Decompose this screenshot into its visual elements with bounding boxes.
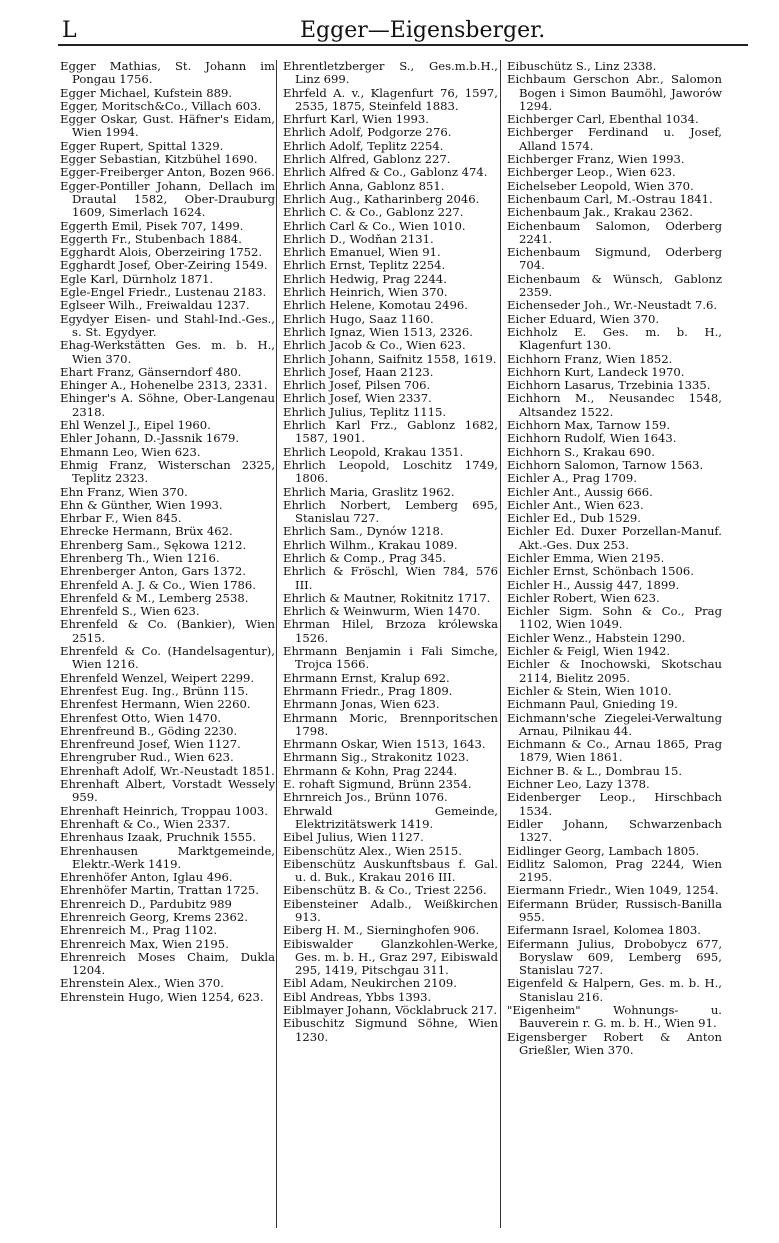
directory-entry: Egger-Freiberger Anton, Bozen 966. — [60, 165, 275, 180]
directory-entry: Ehrlich & Mautner, Rokitnitz 1717. — [283, 590, 491, 605]
directory-entry: Eichenbaum Sigmund, Oderberg 704. — [507, 245, 722, 273]
directory-entry: Ehrlich Maria, Graslitz 1962. — [283, 484, 455, 499]
directory-entry: Ehrlich Jacob & Co., Wien 623. — [283, 338, 466, 353]
directory-entry: Egle Karl, Dürnholz 1871. — [60, 271, 214, 286]
directory-entry: Ehrenhaft Albert, Vorstadt Wessely 959. — [60, 777, 275, 805]
directory-entry: E. rohaft Sigmund, Brünn 2354. — [283, 777, 472, 792]
directory-entry: Ehrenfest Otto, Wien 1470. — [60, 710, 222, 725]
directory-entry: Ehrecke Hermann, Brüx 462. — [60, 524, 233, 539]
page-title: Egger—Eigensberger. — [300, 18, 546, 43]
directory-entry: Ehrenreich D., Pardubitz 989 — [60, 896, 232, 911]
directory-entry: Ehrfeld A. v., Klagenfurt 76, 1597, 2535, 1875, Steinfeld 1883. — [283, 85, 498, 113]
directory-entry: Eichhorn Franz, Wien 1852. — [507, 351, 673, 366]
directory-entry: Eichberger Leop., Wien 623. — [507, 165, 676, 180]
directory-entry: Eglseer Wilh., Freiwaldau 1237. — [60, 298, 250, 313]
directory-entry: Ehrlich Adolf, Podgorze 276. — [283, 125, 452, 140]
directory-entry: Eichler Ant., Aussig 666. — [507, 484, 653, 499]
directory-entry: Eichholz E. Ges. m. b. H., Klagenfurt 130. — [507, 324, 722, 353]
directory-entry: Eicher Eduard, Wien 370. — [507, 311, 660, 326]
directory-entry: Ehl Wenzel J., Eipel 1960. — [60, 418, 211, 433]
directory-entry: Ehrenberg Sam., Sękowa 1212. — [60, 537, 247, 552]
directory-entry: Ehag-Werkstätten Ges. m. b. H., Wien 370. — [60, 338, 275, 366]
directory-entry: Eichelseber Leopold, Wien 370. — [507, 178, 694, 193]
column-divider — [276, 60, 277, 1228]
directory-entry: Ehrlich Anna, Gablonz 851. — [283, 178, 445, 193]
directory-entry: Ehrlich Ignaz, Wien 1513, 2326. — [283, 324, 473, 339]
directory-entry: Eibuschütz S., Linz 2338. — [507, 59, 657, 73]
directory-entry: Ehrlich Emanuel, Wien 91. — [283, 245, 441, 260]
directory-entry: Ehrlich Hugo, Saaz 1160. — [283, 311, 434, 326]
directory-entry: Eiblmayer Johann, Vöcklabruck 217. — [283, 1003, 498, 1018]
directory-entry: Ehrlich Johann, Saifnitz 1558, 1619. — [283, 351, 497, 366]
directory-entry: Ehinger's A. Söhne, Ober-Langenau 2318. — [60, 391, 275, 419]
directory-entry: Ehmig Franz, Wisterschan 2325, Teplitz 2323. — [60, 457, 275, 486]
directory-entry: Ehrlich Leopold, Loschitz 1749, 1806. — [283, 457, 498, 486]
directory-entry: Eggerth Emil, Pisek 707, 1499. — [60, 218, 244, 233]
directory-entry: Eibensteiner Adalb., Weißkirchen 913. — [283, 896, 498, 924]
directory-entry: Eichler A., Prag 1709. — [507, 471, 637, 486]
directory-entry: Ehrlich Heinrich, Wien 370. — [283, 285, 448, 300]
directory-entry: Ehrlich Wilhm., Krakau 1089. — [283, 537, 458, 552]
directory-entry: Eichbaum Gerschon Abr., Salomon Bogen i Simon Baumöhl, Jaworów 1294. — [507, 72, 722, 113]
directory-entry: Eichberger Franz, Wien 1993. — [507, 152, 685, 167]
directory-entry: Ehrmann Oskar, Wien 1513, 1643. — [283, 737, 486, 752]
directory-entry: Ehn & Günther, Wien 1993. — [60, 497, 223, 512]
directory-entry: Eichler Ed., Dub 1529. — [507, 511, 641, 526]
directory-entry: Ehrlich Karl Frz., Gablonz 1682, 1587, 1901. — [283, 418, 498, 446]
directory-entry: Egger-Pontiller Johann, Dellach im Drautal 1582, Ober-Drauburg 1609, Simerlach 1624. — [60, 178, 275, 220]
directory-entry: Ehrenreich M., Prag 1102. — [60, 923, 218, 938]
directory-entry: Ehrenhaft Adolf, Wr.-Neustadt 1851. — [60, 763, 275, 778]
directory-entry: Ehrenfeld & Co. (Bankier), Wien 2515. — [60, 617, 275, 645]
directory-entry: Ehrlich & Fröschl, Wien 784, 576 III. — [283, 564, 498, 592]
directory-entry: Ehrlich & Comp., Prag 345. — [283, 550, 447, 565]
directory-entry: "Eigenheim" Wohnungs- u. Bauverein r. G. m. b. H., Wien 91. — [507, 1003, 722, 1031]
directory-entry: Eiermann Friedr., Wien 1049, 1254. — [507, 883, 719, 898]
directory-entry: Ehrenhaus Izaak, Pruchnik 1555. — [60, 830, 257, 845]
directory-entry: Eichler H., Aussig 447, 1899. — [507, 577, 680, 592]
directory-entry: Ehrlich Sam., Dynów 1218. — [283, 524, 444, 539]
directory-entry: Egghardt Alois, Oberzeiring 1752. — [60, 245, 263, 260]
directory-entry: Eichler Robert, Wien 623. — [507, 590, 660, 605]
directory-entry: Ehrenfest Hermann, Wien 2260. — [60, 697, 251, 712]
directory-entry: Eichberger Ferdinand u. Josef, Alland 1574. — [507, 125, 722, 153]
directory-entry: Ehrlich Josef, Wien 2337. — [283, 391, 432, 406]
directory-entry: Egger, Moritsch&Co., Villach 603. — [60, 98, 262, 113]
directory-entry: Eifermann Julius, Drobobycz 677, Boryslaw 609, Lemberg 695, Stanislau 727. — [507, 936, 722, 978]
directory-entry: Ehrlich Ernst, Teplitz 2254. — [283, 258, 446, 273]
directory-entry: Ehrlich Alfred, Gablonz 227. — [283, 152, 451, 167]
directory-entry: Ehrwald Gemeinde, Elektrizitätswerk 1419. — [283, 803, 498, 831]
directory-entry: Ehrenreich Georg, Krems 2362. — [60, 910, 248, 924]
directory-entry: Ehrlich Alfred & Co., Gablonz 474. — [283, 165, 488, 180]
directory-entry: Ehrenfreund Josef, Wien 1127. — [60, 737, 241, 752]
directory-entry: Eichler Wenz., Habstein 1290. — [507, 630, 686, 645]
header-rule — [58, 44, 748, 46]
directory-entry: Ehrlich Hedwig, Prag 2244. — [283, 271, 447, 286]
directory-entry: Ehrman Hilel, Brzoza królewska 1526. — [283, 617, 498, 645]
directory-entry: Eifermann Brüder, Russisch-Banilla 955. — [507, 896, 722, 924]
directory-entry: Ehrenhöfer Martin, Trattan 1725. — [60, 883, 259, 898]
directory-entry: Ehrenhaft & Co., Wien 2337. — [60, 816, 231, 831]
directory-entry: Ehrenfest Eug. Ing., Brünn 115. — [60, 683, 249, 698]
directory-entry: Ehrlich Josef, Haan 2123. — [283, 364, 434, 379]
directory-entry: Ehrenstein Alex., Wien 370. — [60, 976, 224, 991]
directory-entry: Ehrenfeld & Co. (Handelsagentur), Wien 1216. — [60, 644, 275, 672]
directory-entry: Ehrmann Sig., Strakonitz 1023. — [283, 750, 470, 765]
directory-entry: Ehrlich & Weinwurm, Wien 1470. — [283, 604, 481, 619]
directory-entry: Eichler & Stein, Wien 1010. — [507, 683, 672, 698]
directory-entry: Eichhorn Max, Tarnow 159. — [507, 418, 671, 433]
directory-entry: Egle-Engel Friedr., Lustenau 2183. — [60, 285, 267, 300]
directory-entry: Eifermann Israel, Kolomea 1803. — [507, 923, 701, 938]
directory-entry: Eiberg H. M., Sierninghofen 906. — [283, 923, 480, 938]
directory-entry: Eidenberger Leop., Hirschbach 1534. — [507, 790, 722, 818]
directory-entry: Eichberger Carl, Ebenthal 1034. — [507, 112, 699, 127]
directory-entry: Ehrlich Aug., Katharinberg 2046. — [283, 191, 480, 206]
directory-entry: Ehmann Leo, Wien 623. — [60, 444, 201, 459]
page-header — [0, 12, 779, 48]
directory-entry: Ehrmann Friedr., Prag 1809. — [283, 683, 453, 698]
directory-entry: Ehrmann Moric, Brennporitschen 1798. — [283, 710, 498, 738]
directory-entry: Ehrenreich Max, Wien 2195. — [60, 936, 229, 951]
directory-entry: Egger Michael, Kufstein 889. — [60, 85, 233, 100]
directory-entry: Eichenbaum & Wünsch, Gablonz 2359. — [507, 271, 722, 300]
directory-entry: Ehrenfeld & M., Lemberg 2538. — [60, 590, 249, 605]
directory-entry: Ehrenreich Moses Chaim, Dukla 1204. — [60, 949, 275, 978]
directory-entry: Eichler Ed. Duxer Porzellan-Manuf. Akt.-Ges. Dux 253. — [507, 524, 722, 552]
directory-entry: Ehrenfeld S., Wien 623. — [60, 604, 200, 619]
directory-entry: Eichenbaum Salomon, Oderberg 2241. — [507, 218, 722, 246]
directory-entry: Eichler & Inochowski, Skotschau 2114, Bielitz 2095. — [507, 657, 722, 685]
directory-entry: Ehrlich Carl & Co., Wien 1010. — [283, 218, 466, 233]
directory-entry: Eichhorn M., Neusandec 1548, Altsandez 1522. — [507, 391, 722, 419]
directory-entry: Ehart Franz, Gänserndorf 480. — [60, 364, 242, 379]
directory-entry: Ehrfurt Karl, Wien 1993. — [283, 112, 429, 127]
directory-entry: Ehrenfeld A. J. & Co., Wien 1786. — [60, 577, 256, 592]
column-divider — [500, 60, 501, 1228]
directory-entry: Ehinger A., Hohenelbe 2313, 2331. — [60, 378, 268, 393]
section-letter: L — [62, 18, 77, 43]
directory-entry: Egghardt Josef, Ober-Zeiring 1549. — [60, 258, 268, 273]
directory-entry: Eichhorn Rudolf, Wien 1643. — [507, 431, 677, 446]
directory-entry: Egger Oskar, Gust. Häfner's Eidam, Wien 1994. — [60, 112, 275, 140]
directory-entry: Ehrenfreund B., Göding 2230. — [60, 723, 238, 738]
directory-entry: Eichenbaum Jak., Krakau 2362. — [507, 205, 693, 220]
directory-entry: Ehrenberger Anton, Gars 1372. — [60, 564, 246, 579]
directory-entry: Ehrmann & Kohn, Prag 2244. — [283, 763, 458, 778]
directory-column-3 — [507, 60, 722, 1057]
directory-entry: Eichner Leo, Lazy 1378. — [507, 777, 650, 792]
directory-entry: Ehrmann Jonas, Wien 623. — [283, 697, 440, 712]
directory-entry: Eichmann & Co., Arnau 1865, Prag 1879, Wien 1861. — [507, 737, 722, 765]
directory-entry: Eichler Ant., Wien 623. — [507, 497, 644, 512]
directory-entry: Eibenschütz B. & Co., Triest 2256. — [283, 883, 487, 898]
directory-entry: Eichhorn Lasarus, Trzebinia 1335. — [507, 378, 711, 393]
directory-entry: Ehrenstein Hugo, Wien 1254, 623. — [60, 989, 264, 1004]
directory-entry: Eichmann'sche Ziegelei-Verwaltung Arnau, Pilnikau 44. — [507, 710, 722, 738]
directory-entry: Eigenfeld & Halpern, Ges. m. b. H., Stanislau 216. — [507, 976, 722, 1004]
directory-entry: Eidler Johann, Schwarzenbach 1327. — [507, 816, 722, 845]
directory-entry: Ehrmann Ernst, Kralup 692. — [283, 670, 450, 685]
directory-entry: Eibenschütz Alex., Wien 2515. — [283, 843, 462, 858]
directory-entry: Ehrbar F., Wien 845. — [60, 511, 182, 526]
directory-entry: Ehrenhausen Marktgemeinde, Elektr.-Werk 1419. — [60, 843, 275, 871]
directory-entry: Egger Sebastian, Kitzbühel 1690. — [60, 152, 258, 167]
directory-entry: Eichenseder Joh., Wr.-Neustadt 7.6. — [507, 298, 718, 313]
directory-entry: Ehrlich C. & Co., Gablonz 227. — [283, 205, 464, 220]
directory-entry: Eidlinger Georg, Lambach 1805. — [507, 843, 700, 858]
directory-entry: Ehrmann Benjamin i Fali Simche, Trojca 1566. — [283, 644, 498, 672]
directory-entry: Eichmann Paul, Gnieding 19. — [507, 697, 678, 712]
directory-entry: Ehrenhöfer Anton, Iglau 496. — [60, 870, 233, 885]
directory-entry: Ehrlich Norbert, Lemberg 695, Stanislau 727. — [283, 497, 498, 526]
directory-entry: Eibenschütz Auskunftsbaus f. Gal. u. d. Buk., Krakau 2016 III. — [283, 856, 498, 885]
directory-entry: Eichhorn S., Krakau 690. — [507, 444, 655, 459]
directory-entry: Egger Rupert, Spittal 1329. — [60, 138, 224, 153]
directory-entry: Eigensberger Robert & Anton Grießler, Wien 370. — [507, 1029, 722, 1057]
directory-entry: Eichler Emma, Wien 2195. — [507, 550, 665, 565]
directory-entry: Eichler & Feigl, Wien 1942. — [507, 644, 671, 659]
directory-entry: Ehrengruber Rud., Wien 623. — [60, 750, 234, 765]
directory-entry: Ehrlich D., Wodňan 2131. — [283, 231, 434, 246]
directory-entry: Egger Mathias, St. Johann im Pongau 1756. — [60, 59, 275, 87]
directory-entry: Ehrenhaft Heinrich, Troppau 1003. — [60, 803, 268, 818]
directory-entry: Ehrlich Josef, Pilsen 706. — [283, 378, 431, 393]
directory-column-1 — [60, 60, 275, 1004]
directory-entry: Eibl Andreas, Ybbs 1393. — [283, 989, 432, 1004]
directory-entry: Eibuschitz Sigmund Söhne, Wien 1230. — [283, 1016, 498, 1044]
directory-entry: Ehrlich Leopold, Krakau 1351. — [283, 444, 464, 459]
directory-entry: Eichler Sigm. Sohn & Co., Prag 1102, Wien 1049. — [507, 604, 722, 632]
directory-entry: Eibiswalder Glanzkohlen-Werke, Ges. m. b. H., Graz 297, Eibiswald 295, 1419, Pitschgau 311. — [283, 936, 498, 978]
directory-entry: Egydyer Eisen- und Stahl-Ind.-Ges., s. St. Egydyer. — [60, 311, 275, 339]
directory-column-2 — [283, 60, 498, 1044]
directory-entry: Ehrenberg Th., Wien 1216. — [60, 550, 220, 565]
directory-entry: Eibel Julius, Wien 1127. — [283, 830, 424, 845]
directory-entry: Ehrlich Helene, Komotau 2496. — [283, 298, 468, 313]
directory-entry: Ehrlich Adolf, Teplitz 2254. — [283, 138, 444, 153]
directory-entry: Ehrenfeld Wenzel, Weipert 2299. — [60, 670, 255, 685]
directory-entry: Eichhorn Salomon, Tarnow 1563. — [507, 457, 704, 472]
directory-entry: Ehler Johann, D.-Jassnik 1679. — [60, 431, 240, 446]
directory-entry: Eichhorn Kurt, Landeck 1970. — [507, 364, 685, 379]
directory-entry: Eichner B. & L., Dombrau 15. — [507, 763, 683, 778]
directory-entry: Eggerth Fr., Stubenbach 1884. — [60, 231, 242, 246]
directory-entry: Eichenbaum Carl, M.-Ostrau 1841. — [507, 191, 713, 206]
directory-entry: Eidlitz Salomon, Prag 2244, Wien 2195. — [507, 856, 722, 885]
directory-entry: Ehrnreich Jos., Brünn 1076. — [283, 790, 448, 805]
directory-entry: Ehrlich Julius, Teplitz 1115. — [283, 404, 447, 419]
directory-entry: Eichler Ernst, Schönbach 1506. — [507, 564, 694, 579]
directory-entry: Eibl Adam, Neukirchen 2109. — [283, 976, 457, 991]
directory-entry: Ehrentletzberger S., Ges.m.b.H., Linz 699. — [283, 59, 498, 87]
directory-entry: Ehn Franz, Wien 370. — [60, 484, 188, 499]
